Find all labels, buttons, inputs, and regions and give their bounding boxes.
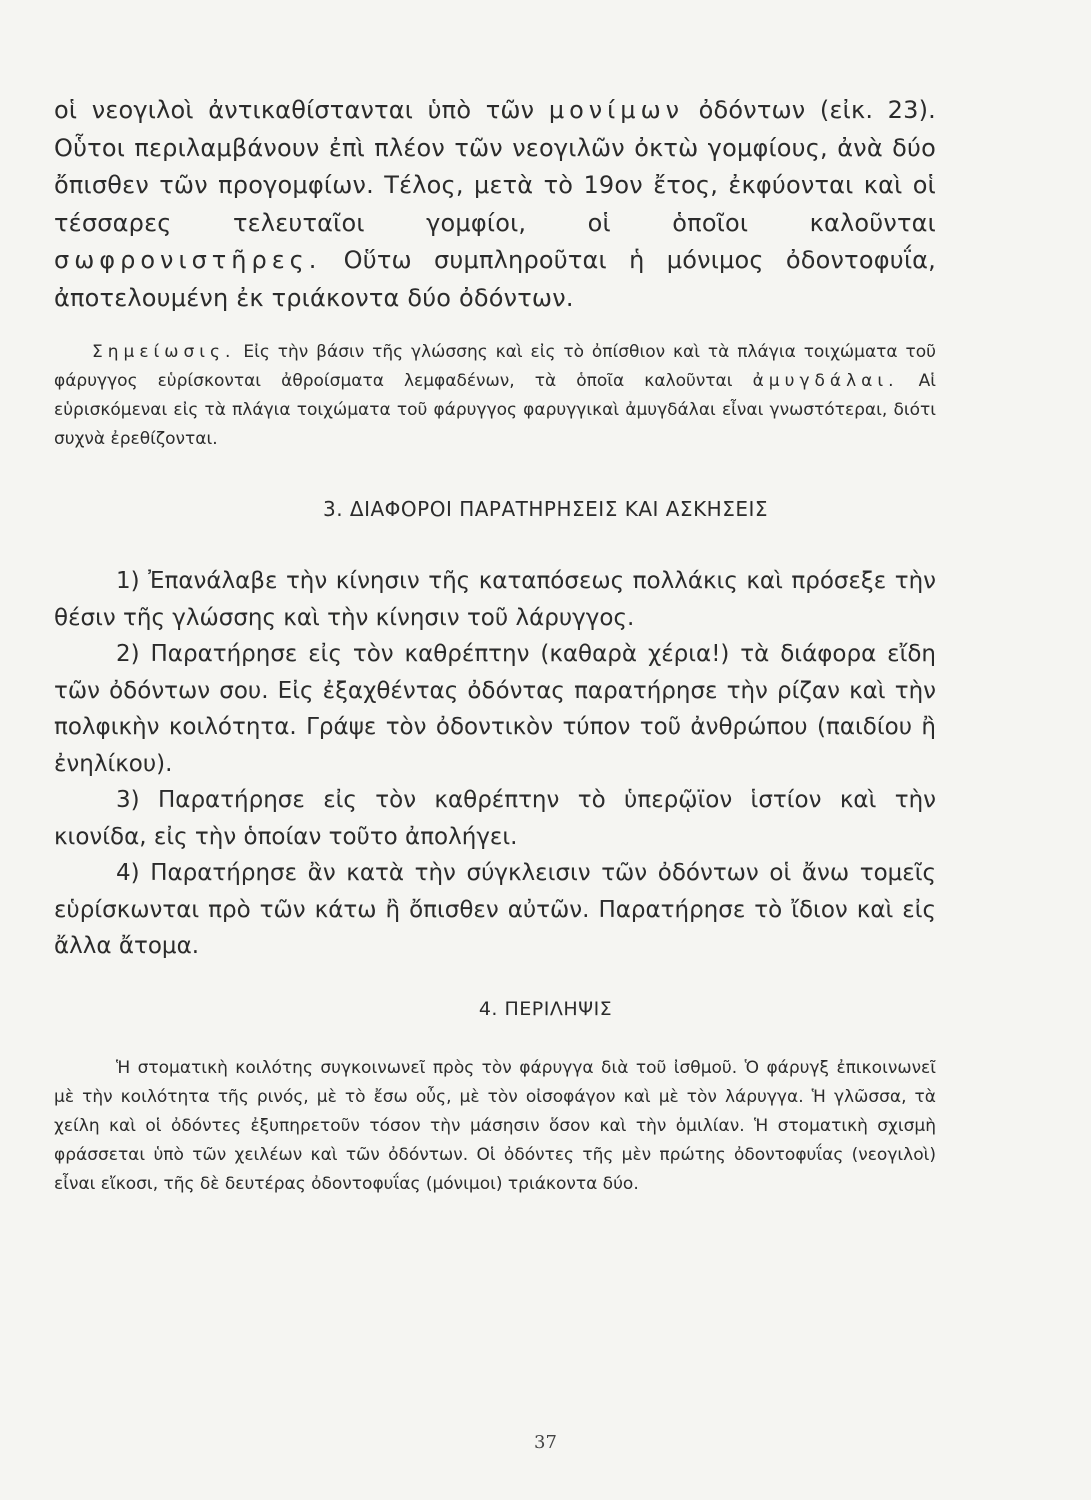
exercise-item-1: 1) Ἐπανάλαβε τὴν κίνησιν τῆς καταπόσεως πολλάκις καὶ πρόσεξε τὴν θέσιν τῆς γλώσσης καὶ τὴν κίνησιν τοῦ λάρυγγος. <box>54 568 936 631</box>
exercise-item-2: 2) Παρατήρησε εἰς τὸν καθρέπτην (καθαρὰ χέρια!) τὰ διάφορα εἴδη τῶν ὀδόντων σου. Εἰς ἐξαχθέντας ὀδόντας παρατήρησε τὴν ρίζαν καὶ τὴν πολφικὴν κοιλότητα. Γράψε τὸν ὀδοντικὸν τύπον τοῦ ἀνθρώπου (παιδίου ἢ ἐνηλίκου). <box>54 641 936 777</box>
paragraph-text: οἱ νεογιλοὶ ἀντικαθίστανται ὑπὸ τῶν <box>54 96 549 124</box>
summary-paragraph: Ἡ στοματικὴ κοιλότης συγκοινωνεῖ πρὸς τὸν φάρυγγα διὰ τοῦ ἰσθμοῦ. Ὁ φάρυγξ ἐπικοινωνεῖ μὲ τὴν κοιλότητα τῆς ρινός, μὲ τὸ ἔσω οὖς, μὲ τὸν οἰσοφάγον καὶ μὲ τὸν λάρυγγα. Ἡ γλῶσσα, τὰ χείλη καὶ οἱ ὀδόντες ἐξυπηρετοῦν τόσον τὴν μάσησιν ὅσον καὶ τὴν ὁμιλίαν. Ἡ στοματικὴ σχισμὴ φράσσεται ὑπὸ τῶν χειλέων καὶ τῶν ὀδόντων. Οἱ ὀδόντες τῆς μὲν πρώτης ὀδοντοφυΐας (νεογιλοὶ) εἶναι εἴκοσι, τῆς δὲ δευτέρας ὀδοντοφυΐας (μόνιμοι) τριάκοντα δύο. <box>54 1058 936 1194</box>
section-4-heading: 4. ΠΕΡΙΛΗΨΙΣ <box>478 998 613 1020</box>
spaced-term-monimon: μονίμων <box>548 96 685 124</box>
exercise-list <box>54 563 936 965</box>
note-text: Αἱ εὑρισκόμεναι εἰς τὰ πλάγια τοιχώματα τοῦ φάρυγγος φαρυγγικαὶ ἀμυγδάλαι εἶναι γνωστότεραι, διότι συχνὰ ἐρεθίζονται. <box>54 371 936 449</box>
exercise-item-4: 4) Παρατήρησε ἂν κατὰ τὴν σύγκλεισιν τῶν ὀδόντων οἱ ἄνω τομεῖς εὑρίσκωνται πρὸ τῶν κάτω ἢ ὄπισθεν αὐτῶν. Παρατήρησε τὸ ἴδιον καὶ εἰς ἄλλα ἄτομα. <box>54 860 936 959</box>
note-text: Εἰς τὴν βάσιν τῆς γλώσσης καὶ εἰς τὸ ὀπίσθιον καὶ τὰ πλάγια τοιχώματα τοῦ φάρυγγος εὑρίσκονται ἀθροίσματα λεμφαδένων, τὰ ὁποῖα καλοῦνται <box>54 342 936 391</box>
paragraph-text: Οὕτω συμπληροῦται ἡ μόνιμος ὀδοντοφυΐα, ἀποτελουμένη ἐκ τριάκοντα δύο ὀδόντων. <box>54 246 936 312</box>
exercise-item-3: 3) Παρατήρησε εἰς τὸν καθρέπτην τὸ ὑπερῷϊον ἱστίον καὶ τὴν κιονίδα, εἰς τὴν ὁποίαν τοῦτο ἀπολήγει. <box>54 787 936 850</box>
spaced-term-amygdalai: ἀμυγδάλαι. <box>752 371 899 391</box>
paragraph-text: ὀδόντων (εἰκ. 23). Οὗτοι περιλαμβάνουν ἐπὶ πλέον τῶν νεογιλῶν ὀκτὼ γομφίους, ἀνὰ δύο ὄπισθεν τῶν προγομφίων. Τέλος, μετὰ τὸ 19ον ἔτος, ἐκφύονται καὶ οἱ τέσσαρες τελευταῖοι γομφίοι, οἱ ὁποῖοι καλοῦνται <box>54 96 936 237</box>
page-number: 37 <box>534 1432 557 1453</box>
spaced-term-sofronistires: σωφρονιστῆρες. <box>54 246 322 274</box>
note-label: Σημείωσις. <box>92 342 236 362</box>
section-3-heading: 3. ΔΙΑΦΟΡΟΙ ΠΑΡΑΤΗΡΗΣΕΙΣ ΚΑΙ ΑΣΚΗΣΕΙΣ <box>322 497 769 521</box>
note-paragraph <box>54 338 936 454</box>
intro-paragraph <box>54 92 936 317</box>
